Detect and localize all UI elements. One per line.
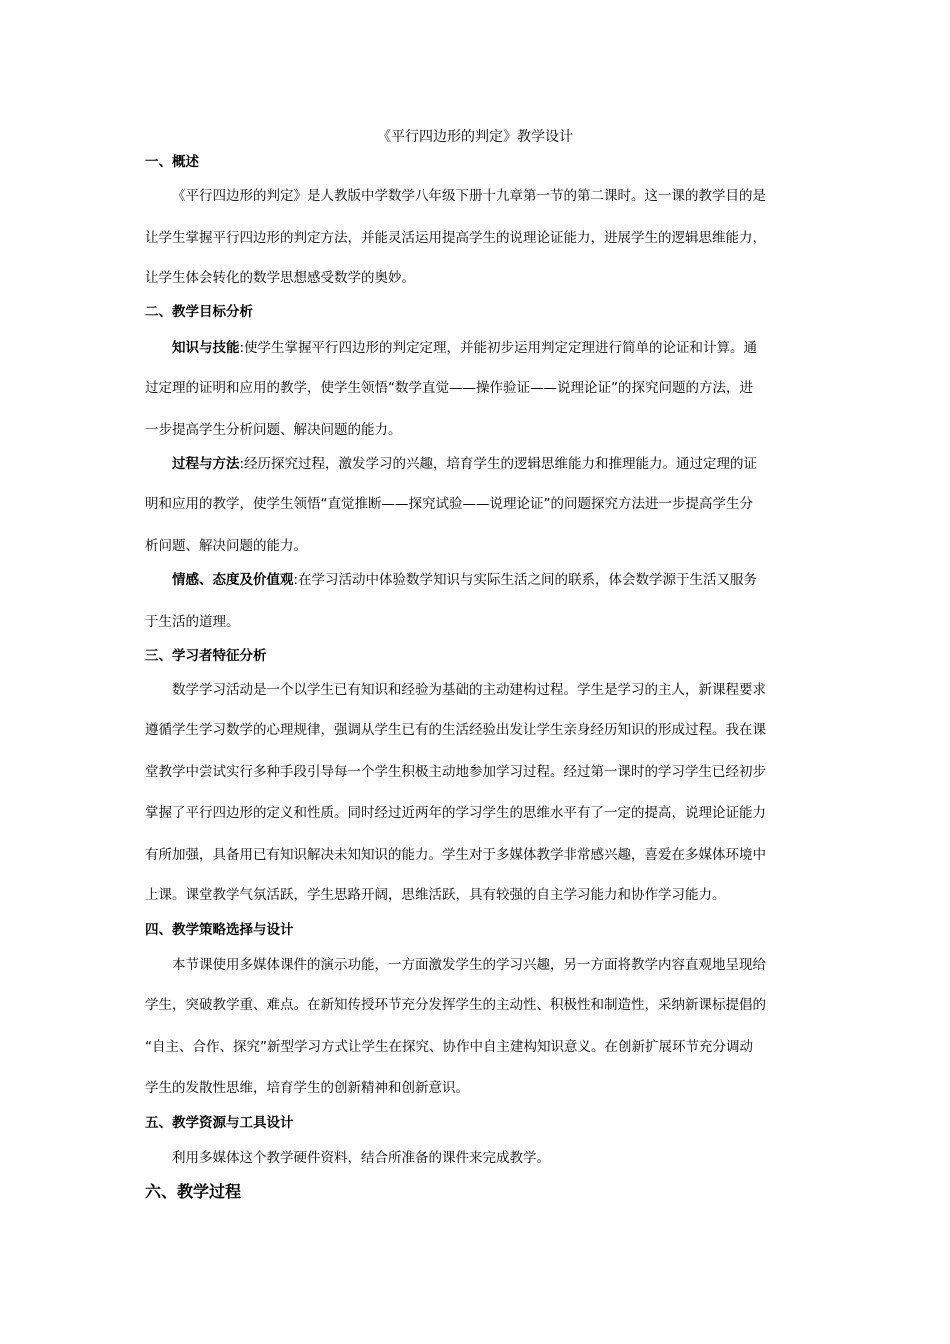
section-heading-process: 六、教学过程 <box>145 1182 242 1201</box>
paragraph-line <box>172 454 757 474</box>
knowledge-text: :使学生掌握平行四边形的判定定理，并能初步运用判定定理进行简单的论证和计算。通 <box>239 340 758 356</box>
paragraph-line: 于生活的道理。 <box>145 614 240 630</box>
section-heading-resources: 五、教学资源与工具设计 <box>145 1115 294 1131</box>
paragraph-line: 本节课使用多媒体课件的演示功能，一方面激发学生的学习兴趣，另一方面将教学内容直观地呈现给 <box>172 957 766 973</box>
process-label: 过程与方法 <box>172 456 240 472</box>
paragraph-line: 过定理的证明和应用的教学，使学生领悟“数学直觉——操作验证——说理论证”的探究问题的方法，进 <box>145 380 753 396</box>
section-heading-learners: 三、学习者特征分析 <box>145 648 267 664</box>
attitude-label: 情感、态度及价值观 <box>172 572 294 588</box>
paragraph-line: 有所加强，具备用已有知识解决未知知识的能力。学生对于多媒体教学非常感兴趣，喜爱在多媒体环境中 <box>145 847 766 863</box>
paragraph-line: 堂教学中尝试实行多种手段引导每一个学生积极主动地参加学习过程。经过第一课时的学习学生已经初步 <box>145 764 766 780</box>
paragraph-line: 利用多媒体这个教学硬件资料，结合所准备的课件来完成教学。 <box>172 1150 550 1166</box>
knowledge-label: 知识与技能 <box>172 340 240 356</box>
paragraph-line: 《平行四边形的判定》是人教版中学数学八年级下册十九章第一节的第二课时。这一课的教学目的是 <box>172 188 766 204</box>
paragraph-line: 让学生体会转化的数学思想感受数学的奥妙。 <box>145 270 415 286</box>
paragraph-line <box>172 570 757 590</box>
paragraph-line: 一步提高学生分析问题、解决问题的能力。 <box>145 422 402 438</box>
paragraph-line: 析问题、解决问题的能力。 <box>145 538 307 554</box>
paragraph-line: 学生，突破教学重、难点。在新知传授环节充分发挥学生的主动性、积极性和制造性，采纳新课标提倡的 <box>145 997 766 1013</box>
section-heading-goals: 二、教学目标分析 <box>145 304 253 320</box>
paragraph-line: 掌握了平行四边形的定义和性质。同时经过近两年的学习学生的思维水平有了一定的提高，说理论证能力 <box>145 805 766 821</box>
paragraph-line: “自主、合作、探究”新型学习方式让学生在探究、协作中自主建构知识意义。在创新扩展环节充分调动 <box>145 1039 753 1055</box>
process-text: :经历探究过程，激发学习的兴趣，培育学生的逻辑思维能力和推理能力。通过定理的证 <box>239 456 758 472</box>
paragraph-line <box>172 338 757 358</box>
paragraph-line: 明和应用的教学，使学生领悟“直觉推断——探究试验——说理论证”的问题探究方法进一步提高学生分 <box>145 496 753 512</box>
document-title: 《平行四边形的判定》教学设计 <box>377 129 573 145</box>
section-heading-strategy: 四、教学策略选择与设计 <box>145 922 294 938</box>
section-heading-overview: 一、概述 <box>145 154 199 170</box>
paragraph-line: 遵循学生学习数学的心理规律，强调从学生已有的生活经验出发让学生亲身经历知识的形成过程。我在课 <box>145 722 766 738</box>
paragraph-line: 数学学习活动是一个以学生已有知识和经验为基础的主动建构过程。学生是学习的主人，新课程要求 <box>172 682 766 698</box>
paragraph-line: 上课。课堂教学气氛活跃，学生思路开阔，思维活跃，具有较强的自主学习能力和协作学习能力。 <box>145 887 726 903</box>
attitude-text: :在学习活动中体验数学知识与实际生活之间的联系，体会数学源于生活又服务 <box>293 572 758 588</box>
paragraph-line: 让学生掌握平行四边形的判定方法，并能灵活运用提高学生的说理论证能力，进展学生的逻辑思维能力， <box>145 230 766 246</box>
paragraph-line: 学生的发散性思维，培育学生的创新精神和创新意识。 <box>145 1080 469 1096</box>
